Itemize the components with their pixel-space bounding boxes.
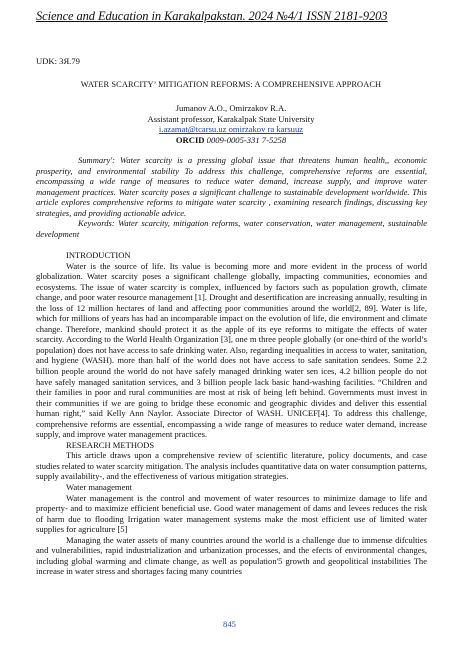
paragraph-water-management-definition: Water management is the control and movement of water resources to minimize damage to life and property- and to maximize efficient beneficial use. Good water management of dams and levees reduces the risk of harm due to flooding Irrigation water management systems make the most efficient use of limited water supplies for agriculture [5] (36, 492, 427, 535)
abstract-summary: Summary': Water scarcity is a pressing global issue that threatens human health,, economic prosperity, and environmental stability To address this challenge, comprehensive reforms are essential, encompassing a wide range of measures to reduce water demand, increase supply, and improve water management practices. Water scarcity poses a significant challenge to sustainable development worldwide. This article explores comprehensive reforms to mitigate water scarcity , examining research findings, discussing key strategies, and providing actionable advice. (36, 155, 427, 218)
page-number: 845 (223, 619, 236, 629)
author-affiliation: Assistant professor, Karakalpak State University (147, 113, 315, 124)
article-title: WATER SCARCITY’ MITIGATION REFORMS: A COMPREHENSIVE APPROACH (80, 80, 382, 89)
paragraph-water-management-challenges: Managing the water assets of many countries around the world is a challenge due to immense difculties and vulnerabilities, rapid industrialization and urbanization processes, and the efects of environmental changes, including global warming and climate change, as well as population'5 growth and geopolitical instabilities The increase in water stress and shortages facing many countries (36, 534, 427, 577)
section-heading-water-management: Water management (66, 482, 132, 493)
orcid-value: 0009-0005-331 7-5258 (206, 134, 287, 145)
udk-code: UDK: 3Я.79 (36, 56, 80, 66)
abstract (36, 155, 427, 239)
article-body (36, 250, 427, 577)
section-heading-introduction: INTRODUCTION (66, 250, 131, 260)
author-block (36, 103, 426, 145)
paragraph-introduction: Water is the source of life. Its value is becoming more and more evident in the process of world globalization. Water scarcity poses a significant challenge globally, impacting communities, economies and ecosystems. The issue of water scarcity is complex, influenced by factors such as population growth, climate change, and poor water resource management [1]. Drought and desertification are increasing annually, resulting in the loss of 12 million hectares of land and affecting poor communities around the world[2, 89]. Water is life, which for millions of years has had an incomparable impact on the evolution of life, die environment and climate change. Therefore, mankind should protect it as the apple of its eye reforms to mitigate the effects of water scarcity. According to the World Health Organization [3], one m three people globally (or one-third of the world’s population) does not have access to safe drinking water. Also, regarding inequalities in access to water, sanitation, and hygiene (WASH). more than half of the world does not have access to safe sanitation sendees. Some 2.2 billion people around the world do not have safely managed drinking water sen ices, 4.2 billion people do not have safely managed sanitation services, and 3 billion people lack basic hand-washing facilities. “Children and their families in poor and rural communities are most at risk of being left behind. Governments must invest in their communities if we are going to bridge these economic and geographic divides and deliver this essential human right,” said Kelly Ann Naylor. Associate Director of WASH. UNICEF[4]. To address this challenge, comprehensive reforms are essential, encompassing a wide range of measures to reduce water demand, increase supply, and improve water management practices. (36, 260, 427, 440)
orcid-label: ORCID (175, 134, 205, 145)
abstract-keywords: Keywords: Water scarcity, mitigation reforms, water conservation, water management, sustainable development (36, 218, 427, 239)
orcid-line (36, 135, 426, 146)
journal-header: Science and Education in Karakalpakstan. 2024 №4/1 ISSN 2181-9203 (36, 9, 388, 23)
author-email-link[interactable]: i.azamat@tcarsu.uz omirzakov ra karsuuz (158, 124, 304, 135)
author-names: Jumanov A.O., Omirzakov R.A. (175, 103, 287, 113)
paragraph-research-methods: This article draws upon a comprehensive review of scientific literature, policy documents, and case studies related to water scarcity mitigation. The analysis includes quantitative data on water consumption patterns, supply availability-, and the effectiveness of various mitigation strategies. (36, 450, 427, 482)
section-heading-research-methods: RESEARCH METHODS (66, 439, 155, 450)
